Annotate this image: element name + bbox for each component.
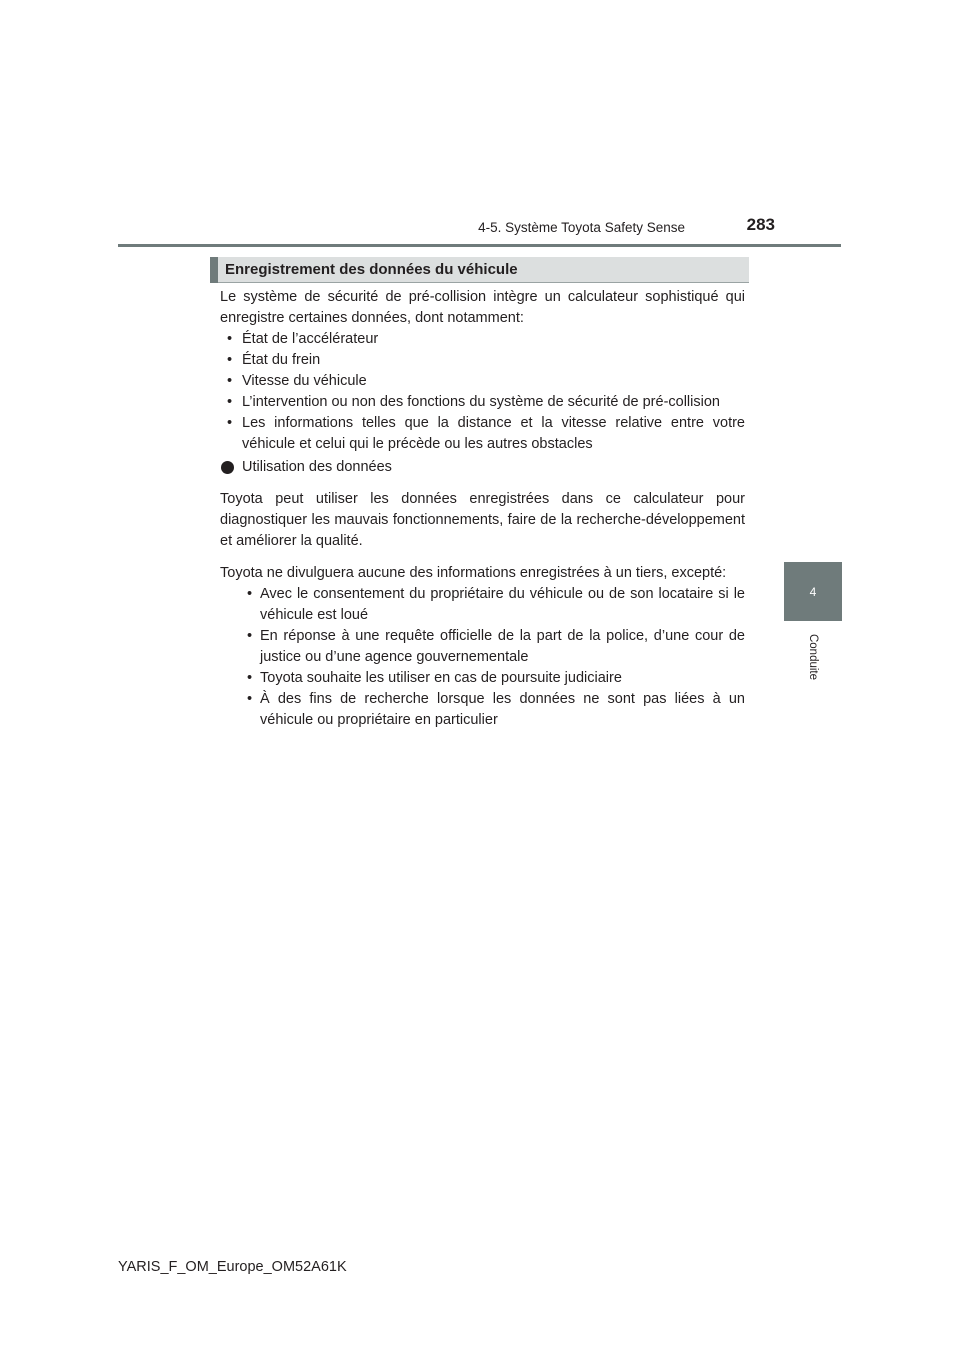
recorded-data-list — [220, 329, 745, 455]
chapter-tab-number — [784, 562, 842, 621]
chapter-number: 4 — [809, 584, 817, 599]
header-section-title: 4-5. Système Toyota Safety Sense — [478, 220, 685, 235]
list-item: • État du frein — [220, 350, 745, 371]
list-item: • En réponse à une requête officielle de la part de la police, d’une cour de justice ou d’une agence gouvernementale — [242, 626, 745, 668]
page-number: 283 — [746, 215, 775, 234]
intro-paragraph: Le système de sécurité de pré-collision intègre un calculateur sophistiqué qui enregistre certaines données, dont notamment: — [220, 289, 745, 326]
section-body — [220, 287, 745, 731]
subheading-text: Utilisation des données — [242, 459, 392, 475]
data-usage-paragraph: Toyota peut utiliser les données enregistrées dans ce calculateur pour diagnostiquer les mauvais fonctionnements, faire de la recherche-développement et améliorer la qualité. — [220, 491, 745, 549]
header-divider — [118, 244, 841, 247]
list-item: • Avec le consentement du propriétaire du véhicule ou de son locataire si le véhicule est loué — [242, 584, 745, 626]
chapter-tab-label — [784, 627, 842, 687]
footer-document-id: YARIS_F_OM_Europe_OM52A61K — [118, 1259, 347, 1275]
list-item: • Vitesse du véhicule — [220, 371, 745, 392]
list-item: • L’intervention ou non des fonctions du système de sécurité de pré-collision — [220, 392, 745, 413]
list-item: • Les informations telles que la distance et la vitesse relative entre votre véhicule et celui qui le précède ou les autres obstacles — [220, 413, 745, 455]
section-heading-title: Enregistrement des données du véhicule — [225, 261, 518, 278]
list-item: • À des fins de recherche lorsque les données ne sont pas liées à un véhicule ou propriétaire en particulier — [242, 689, 745, 731]
section-heading-bar — [210, 257, 749, 283]
disclosure-paragraph: Toyota ne divulguera aucune des informations enregistrées à un tiers, excepté: — [220, 565, 727, 581]
disclosure-exceptions-list — [242, 584, 745, 731]
list-item: • Toyota souhaite les utiliser en cas de poursuite judiciaire — [242, 668, 745, 689]
bullet-circle-icon — [221, 461, 234, 474]
chapter-label-text: Conduite — [806, 633, 819, 681]
section-heading-accent — [210, 257, 218, 283]
subheading — [220, 457, 745, 478]
list-item: • État de l’accélérateur — [220, 329, 745, 350]
